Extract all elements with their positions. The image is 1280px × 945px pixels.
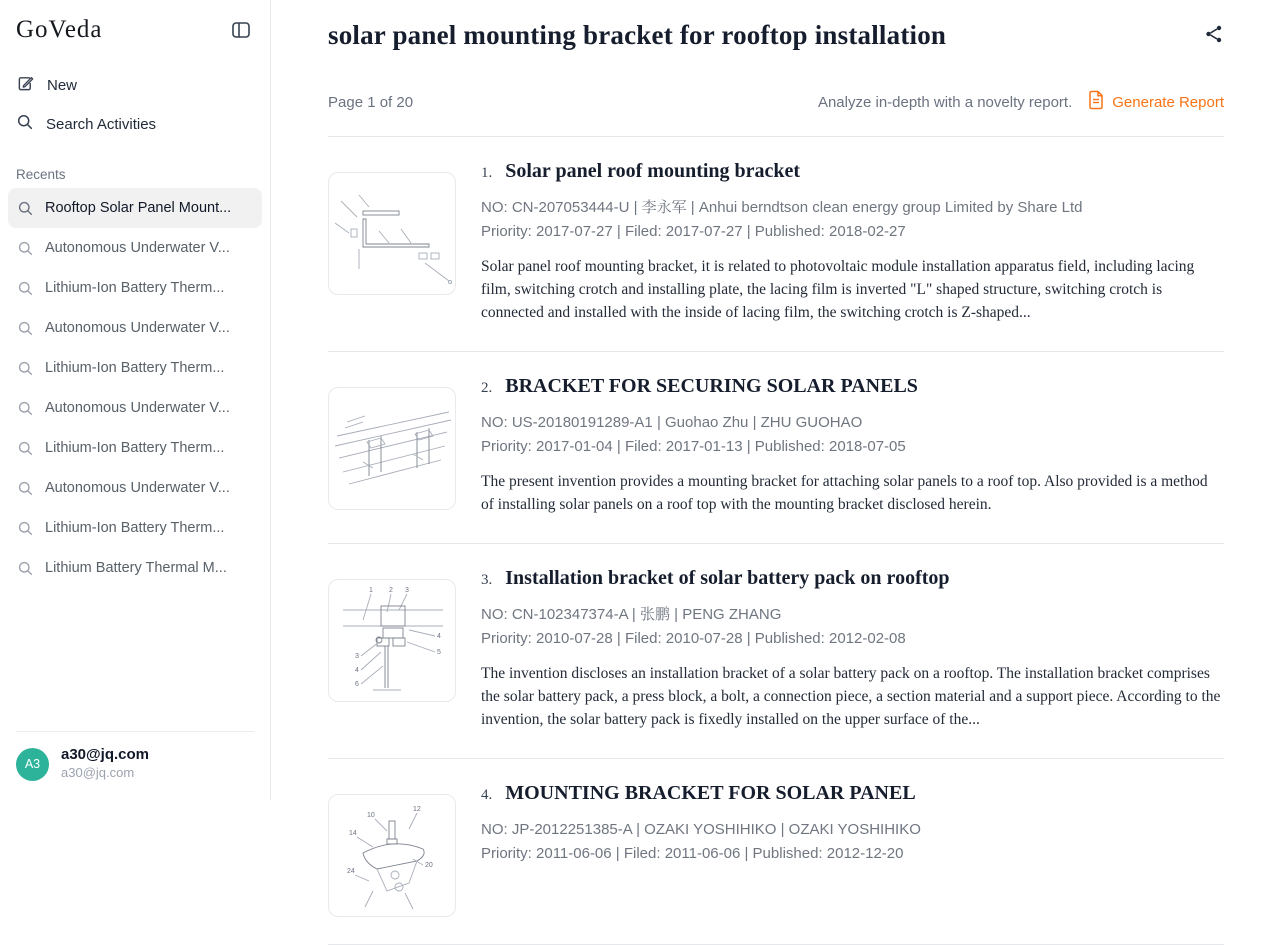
main-content bbox=[271, 0, 1280, 875]
search-result-item bbox=[328, 352, 1224, 544]
result-title[interactable]: BRACKET FOR SECURING SOLAR PANELS bbox=[505, 375, 918, 397]
sidebar-collapse-icon[interactable] bbox=[230, 19, 252, 41]
recent-item[interactable]: Lithium Battery Thermal M... bbox=[8, 548, 262, 588]
avatar: A3 bbox=[16, 748, 49, 781]
svg-text:14: 14 bbox=[349, 830, 357, 837]
search-icon bbox=[17, 114, 33, 134]
svg-text:3: 3 bbox=[355, 653, 359, 660]
sidebar-nav bbox=[0, 54, 270, 143]
svg-text:4: 4 bbox=[355, 667, 359, 674]
result-number: 3. bbox=[481, 572, 493, 588]
recent-item[interactable]: Lithium-Ion Battery Therm... bbox=[8, 348, 262, 388]
result-abstract: Solar panel roof mounting bracket, it is related to photovoltaic module installation apparatus field, including lacing film, switching crotch and installing plate, the lacing film is inverted "L" shaped structure, switching crotch is connected and installed with the inside of lacing film, the switching crotch is Z-shaped... bbox=[481, 258, 1195, 321]
svg-text:2: 2 bbox=[389, 587, 393, 594]
sidebar bbox=[0, 0, 271, 800]
result-meta-id-line: NO: US-20180191289-A1 | Guohao Zhu | ZHU GUOHAO bbox=[481, 414, 863, 431]
result-meta-dates-line: Priority: 2017-01-04 | Filed: 2017-01-13 | Published: 2018-07-05 bbox=[481, 438, 906, 455]
recents-list bbox=[0, 188, 270, 731]
result-meta-id-line: NO: CN-207053444-U | 李永军 | Anhui berndtson clean energy group Limited by Share Ltd bbox=[481, 199, 1083, 216]
result-meta-dates-line: Priority: 2017-07-27 | Filed: 2017-07-27 | Published: 2018-02-27 bbox=[481, 223, 906, 240]
recent-item[interactable]: Lithium-Ion Battery Therm... bbox=[8, 428, 262, 468]
recents-heading: Recents bbox=[16, 167, 66, 182]
patent-drawing-thumbnail[interactable] bbox=[328, 579, 456, 702]
recent-item[interactable]: Lithium-Ion Battery Therm... bbox=[8, 508, 262, 548]
new-note-icon bbox=[17, 75, 34, 96]
search-result-item bbox=[328, 544, 1224, 759]
page-info: Page 1 of 20 bbox=[328, 94, 414, 111]
result-number: 2. bbox=[481, 380, 493, 396]
result-number: 1. bbox=[481, 165, 493, 181]
generate-report-label: Generate Report bbox=[1112, 94, 1224, 111]
search-icon bbox=[18, 281, 33, 296]
search-icon bbox=[18, 441, 33, 456]
result-number: 4. bbox=[481, 787, 493, 803]
svg-text:10: 10 bbox=[367, 812, 375, 819]
generate-report-button[interactable] bbox=[1088, 91, 1224, 114]
patent-drawing-thumbnail[interactable] bbox=[328, 794, 456, 917]
result-meta-dates-line: Priority: 2010-07-28 | Filed: 2010-07-28 | Published: 2012-02-08 bbox=[481, 630, 906, 647]
result-meta-id-line: NO: JP-2012251385-A | OZAKI YOSHIHIKO | OZAKI YOSHIHIKO bbox=[481, 821, 921, 838]
search-icon bbox=[18, 321, 33, 336]
search-icon bbox=[18, 361, 33, 376]
app-logo: GoVeda bbox=[16, 16, 103, 43]
report-document-icon bbox=[1088, 91, 1104, 114]
sidebar-item-new[interactable] bbox=[8, 66, 262, 105]
analyze-hint: Analyze in-depth with a novelty report. bbox=[817, 94, 1073, 111]
search-icon bbox=[18, 401, 33, 416]
svg-text:4: 4 bbox=[437, 633, 441, 640]
recent-item[interactable]: Autonomous Underwater V... bbox=[8, 468, 262, 508]
result-title[interactable]: Solar panel roof mounting bracket bbox=[505, 160, 801, 182]
search-icon bbox=[18, 241, 33, 256]
result-title[interactable]: MOUNTING BRACKET FOR SOLAR PANEL bbox=[505, 782, 916, 804]
svg-text:6: 6 bbox=[355, 681, 359, 688]
recent-item[interactable]: Rooftop Solar Panel Mount... bbox=[8, 188, 262, 228]
result-meta-id-line: NO: CN-102347374-A | 张鹏 | PENG ZHANG bbox=[481, 606, 782, 623]
search-icon bbox=[18, 201, 33, 216]
patent-drawing-thumbnail[interactable] bbox=[328, 172, 456, 295]
svg-text:1: 1 bbox=[369, 587, 373, 594]
page-title: solar panel mounting bracket for rooftop installation bbox=[328, 20, 947, 50]
result-abstract: The present invention provides a mounting bracket for attaching solar panels to a roof top. Also provided is a method of installing solar panels on a roof top with the mounting bracket disclosed herein. bbox=[481, 473, 1208, 513]
sidebar-item-label: New bbox=[47, 77, 78, 94]
patent-drawing-thumbnail[interactable] bbox=[328, 387, 456, 510]
search-icon bbox=[18, 481, 33, 496]
search-result-item bbox=[328, 137, 1224, 352]
svg-text:24: 24 bbox=[347, 868, 355, 875]
sidebar-item-search-activities[interactable] bbox=[8, 105, 262, 143]
recent-item[interactable]: Autonomous Underwater V... bbox=[8, 388, 262, 428]
account-email: a30@jq.com bbox=[61, 765, 135, 781]
account-row[interactable] bbox=[0, 732, 270, 800]
result-title[interactable]: Installation bracket of solar battery pack on rooftop bbox=[505, 567, 950, 589]
search-result-item bbox=[328, 759, 1224, 945]
svg-text:12: 12 bbox=[413, 806, 421, 813]
search-icon bbox=[18, 561, 33, 576]
recent-item[interactable]: Autonomous Underwater V... bbox=[8, 228, 262, 268]
search-icon bbox=[18, 521, 33, 536]
recent-item[interactable]: Autonomous Underwater V... bbox=[8, 308, 262, 348]
recent-item[interactable]: Lithium-Ion Battery Therm... bbox=[8, 268, 262, 308]
svg-text:3: 3 bbox=[405, 587, 409, 594]
svg-text:5: 5 bbox=[437, 649, 441, 656]
result-abstract: The invention discloses an installation bracket of a solar battery pack on a rooftop. The installation bracket comprises the solar battery pack, a press block, a bolt, a connection piece, a section material and a support piece. According to the invention, the solar battery pack is fixedly installed on the upper surface of the... bbox=[481, 665, 1221, 728]
share-icon[interactable] bbox=[1204, 24, 1224, 49]
result-meta-dates-line: Priority: 2011-06-06 | Filed: 2011-06-06 | Published: 2012-12-20 bbox=[481, 845, 904, 862]
sidebar-item-label: Search Activities bbox=[46, 115, 157, 133]
svg-text:20: 20 bbox=[425, 862, 433, 869]
account-name: a30@jq.com bbox=[61, 746, 149, 764]
